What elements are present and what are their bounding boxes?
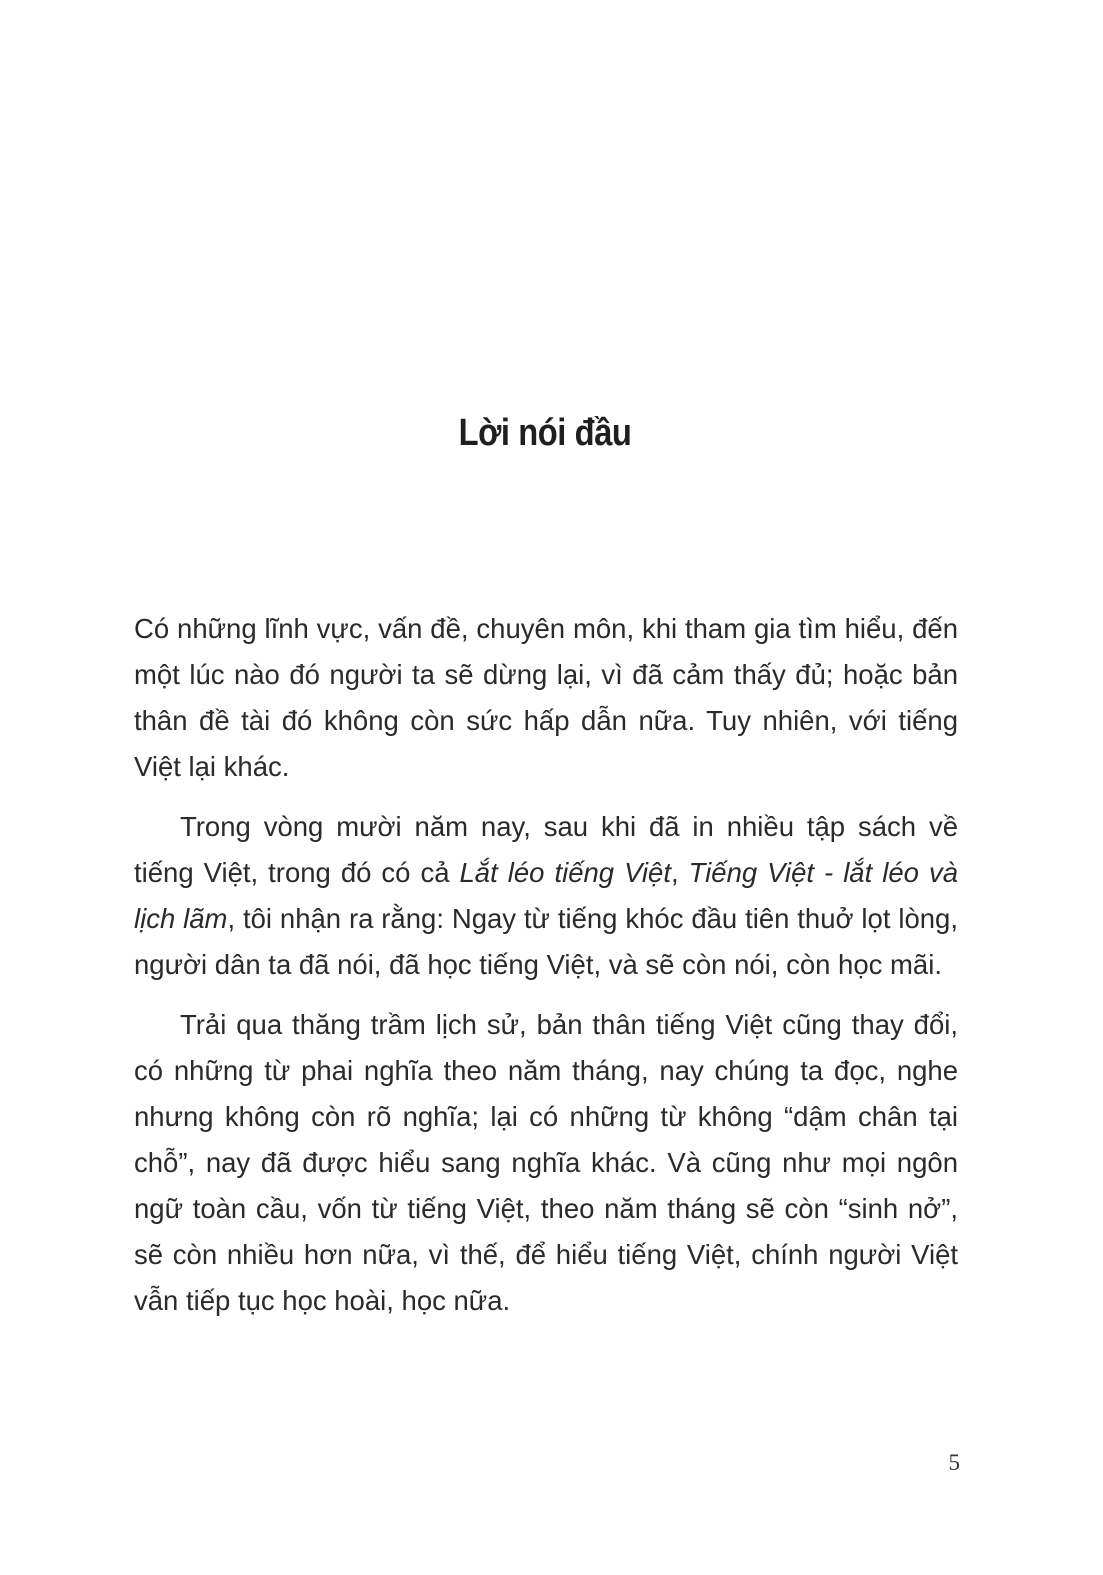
preface-body bbox=[134, 606, 958, 1338]
paragraph-3: Trải qua thăng trầm lịch sử, bản thân tiếng Việt cũng thay đổi, có những từ phai nghĩa theo năm tháng, nay chúng ta đọc, nghe nhưng không còn rõ nghĩa; lại có những từ không “dậm chân tại chỗ”, nay đã được hiểu sang nghĩa khác. Và cũng như mọi ngôn ngữ toàn cầu, vốn từ tiếng Việt, theo năm tháng sẽ còn “sinh nở”, sẽ còn nhiều hơn nữa, vì thế, để hiểu tiếng Việt, chính người Việt vẫn tiếp tục học hoài, học nữa. bbox=[134, 1009, 958, 1316]
book-title-2: Tiếng Việt - lắt léo và lịch lãm bbox=[134, 857, 958, 934]
paragraph-2-separator: , bbox=[670, 857, 689, 888]
paragraph-1: Có những lĩnh vực, vấn đề, chuyên môn, khi tham gia tìm hiểu, đến một lúc nào đó người ta sẽ dừng lại, vì đã cảm thấy đủ; hoặc bản thân đề tài đó không còn sức hấp dẫn nữa. Tuy nhiên, với tiếng Việt lại khác. bbox=[134, 613, 958, 782]
paragraph-2 bbox=[134, 804, 958, 988]
book-title-1: Lắt léo tiếng Việt bbox=[459, 857, 671, 888]
paragraph-2-part-1: Trong vòng mười năm nay, sau khi đã in nhiều tập sách về tiếng Việt, trong đó có cả bbox=[134, 811, 958, 888]
page-number: 5 bbox=[948, 1450, 960, 1475]
page-title: Lời nói đầu bbox=[458, 412, 632, 454]
paragraph-2-part-2: , tôi nhận ra rằng: Ngay từ tiếng khóc đầu tiên thuở lọt lòng, người dân ta đã nói, đã học tiếng Việt, và sẽ còn nói, còn học mãi. bbox=[134, 903, 958, 980]
